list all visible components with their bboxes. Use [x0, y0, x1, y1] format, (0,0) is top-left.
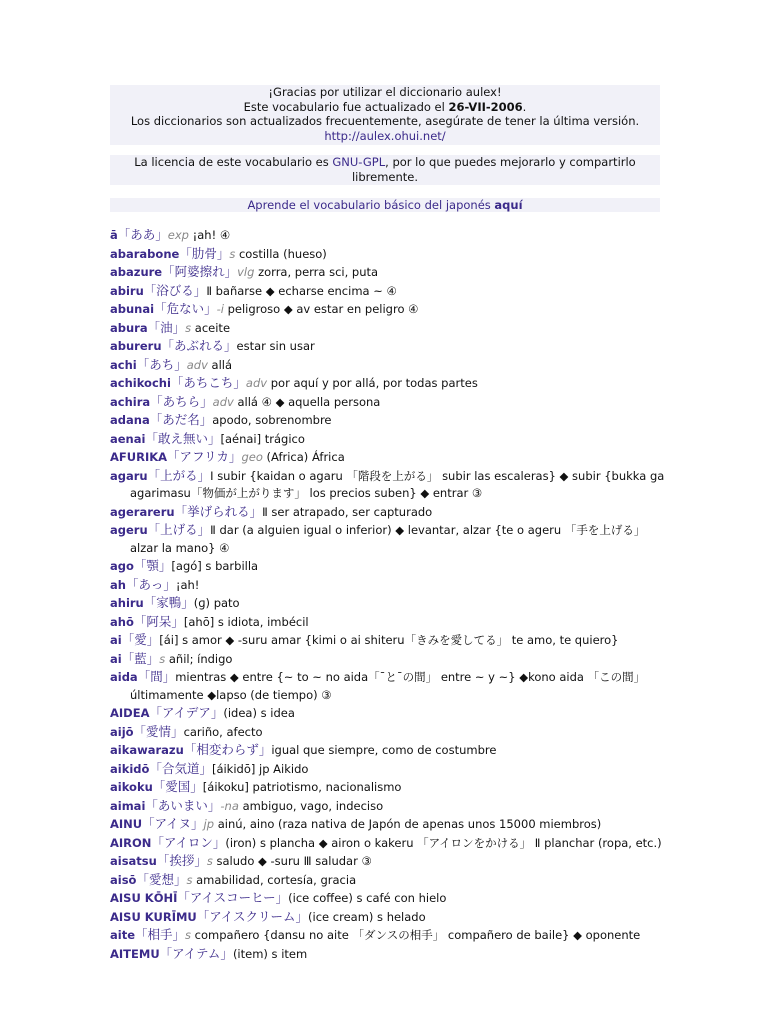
version-line: Los diccionarios son actualizados frecuentemente, asegúrate de tener la última versión.: [130, 114, 640, 128]
entry-grammar: s: [159, 651, 166, 666]
entry-row: [110, 245, 670, 264]
entry-definition: zorra, perra sci, puta: [258, 265, 379, 279]
license-notice: [110, 155, 660, 185]
license-suffix: , por lo que puedes mejorarlo y compartirlo libremente.: [351, 155, 636, 184]
entry-kanji: 「相手」: [135, 927, 186, 942]
entry-kanji: 「顎」: [133, 558, 172, 573]
entry-row: [110, 723, 670, 742]
entry-kanji: 「アイテム」: [159, 945, 233, 961]
entry-kanji: 「油」: [147, 319, 186, 335]
entry-headword[interactable]: ā: [110, 228, 118, 242]
entry-headword[interactable]: abura: [110, 320, 148, 335]
entry-headword[interactable]: AIRON: [110, 835, 152, 850]
entry-kanji: 「阿呆」: [133, 613, 184, 629]
entry-headword[interactable]: aikidō: [110, 761, 150, 776]
entry-definition: compañero {dansu no aite 「ダンスの相手」 compañero de baile} ◆ oponente: [194, 928, 641, 942]
entry-kanji: 「愛」: [121, 632, 160, 647]
entry-headword[interactable]: ahō: [110, 614, 134, 629]
entry-kanji: 「間」: [137, 669, 176, 684]
entry-definition: mientras ◆ entre {~ to ~ no aida「¯と¯の間」 entre ~ y ~} ◆kono aida 「この間」 últimamente ◆lapso (de tiempo) ③: [130, 670, 646, 702]
entry-definition: (idea) s idea: [223, 706, 295, 720]
vocabulary-list: [110, 226, 670, 963]
entry-kanji: 「敢え無い」: [145, 430, 221, 446]
entry-row: [110, 631, 670, 650]
entry-headword[interactable]: aisatsu: [110, 854, 157, 868]
entry-kanji: 「藍」: [121, 650, 160, 666]
entry-grammar: -na: [220, 798, 239, 813]
entry-headword[interactable]: ai: [110, 651, 122, 666]
entry-definition: [ái] s amor ◆ -suru amar {kimi o ai shiteru「きみを愛してる」 te amo, te quiero}: [159, 633, 619, 647]
entry-kanji: 「挙げられる」: [174, 503, 263, 519]
entry-kanji: 「愛国」: [152, 779, 203, 794]
entry-definition: aceite: [194, 320, 231, 335]
entry-headword[interactable]: AIDEA: [110, 706, 150, 720]
entry-kanji: 「アイスクリーム」: [196, 908, 309, 924]
entry-row: [110, 263, 670, 282]
entry-row: [110, 760, 670, 779]
entry-definition: [áikoku] patriotismo, nacionalismo: [202, 780, 402, 794]
entry-definition: (Africa) África: [266, 450, 345, 464]
entry-kanji: 「相変わらず」: [183, 742, 272, 757]
entry-row: [110, 393, 670, 412]
entry-kanji: 「あちこち」: [170, 375, 246, 390]
entry-kanji: 「上がる」: [147, 467, 211, 483]
entry-definition: cariño, afecto: [183, 724, 263, 739]
entry-definition: [áikidō] jp Aikido: [211, 761, 309, 776]
entry-definition: ¡ah!: [175, 577, 200, 592]
entry-row: [110, 815, 670, 834]
entry-headword[interactable]: ahiru: [110, 596, 144, 610]
entry-row: [110, 557, 670, 576]
entry-kanji: 「家鴨」: [143, 595, 194, 610]
entry-grammar: s: [206, 854, 213, 868]
entry-headword[interactable]: agaru: [110, 468, 148, 483]
entry-row: [110, 613, 670, 632]
entry-headword[interactable]: achikochi: [110, 376, 171, 390]
entry-row: [110, 356, 670, 375]
entry-headword[interactable]: aite: [110, 928, 135, 942]
entry-headword[interactable]: ago: [110, 559, 134, 573]
entry-kanji: 「あいまい」: [145, 797, 221, 813]
entry-kanji: 「肋骨」: [179, 245, 230, 261]
entry-headword[interactable]: abunai: [110, 302, 155, 316]
entry-kanji: 「あち」: [136, 356, 187, 372]
updated-date: 26-VII-2006: [448, 99, 523, 114]
entry-headword[interactable]: AFURIKA: [110, 450, 168, 464]
entry-row: [110, 337, 670, 356]
entry-headword[interactable]: achi: [110, 357, 137, 372]
entry-headword[interactable]: AINU: [110, 817, 143, 831]
entry-kanji: 「あちら」: [150, 393, 213, 409]
entry-kanji: 「アイロン」: [151, 834, 226, 850]
entry-row: [110, 300, 670, 319]
learn-link[interactable]: aquí: [494, 198, 523, 212]
entry-kanji: 「アイデア」: [149, 705, 224, 720]
entry-headword[interactable]: abazure: [110, 265, 163, 279]
entry-row: [110, 503, 670, 522]
entry-definition: (item) s item: [232, 946, 308, 961]
entry-row: [110, 226, 670, 245]
entry-definition: (ice coffee) s café con hielo: [288, 891, 447, 905]
entry-grammar: -i: [216, 302, 224, 316]
entry-definition: estar sin usar: [236, 339, 315, 353]
license-prefix: La licencia de este vocabulario es: [134, 155, 333, 169]
entry-row: [110, 852, 670, 871]
entry-definition: costilla (hueso): [238, 246, 327, 261]
entry-definition: (ɡ) pato: [193, 596, 240, 610]
entry-row: [110, 797, 670, 816]
header-notice: [110, 85, 660, 145]
entry-definition: [agó] s barbilla: [171, 559, 259, 573]
entry-headword[interactable]: abiru: [110, 283, 144, 298]
site-link[interactable]: http://aulex.ohui.net/: [324, 128, 446, 143]
entry-headword[interactable]: agerareru: [110, 504, 175, 519]
entry-kanji: 「浴びる」: [143, 282, 207, 298]
entry-kanji: 「ああ」: [117, 227, 168, 242]
entry-kanji: 「アイスコーヒー」: [177, 890, 289, 905]
entry-definition: peligroso ◆ av estar en peligro ④: [227, 302, 419, 316]
entry-kanji: 「合気道」: [149, 760, 212, 776]
entry-headword[interactable]: AITEMU: [110, 946, 160, 961]
entry-kanji: 「愛想」: [136, 871, 187, 887]
entry-grammar: vlg: [237, 265, 255, 279]
entry-row: [110, 704, 670, 723]
entry-definition: saludo ◆ -suru Ⅲ saludar ③: [216, 854, 372, 868]
entry-row: [110, 908, 670, 927]
updated-line: [110, 100, 660, 115]
entry-row: [110, 430, 670, 449]
entry-grammar: s: [185, 928, 192, 942]
entry-row: [110, 467, 670, 503]
entry-definition: (iron) s plancha ◆ airon o kakeru 「アイロンをかける」 Ⅱ planchar (ropa, etc.): [225, 835, 662, 850]
entry-definition: (ice cream) s helado: [308, 909, 426, 924]
entry-headword[interactable]: achira: [110, 394, 151, 409]
entry-definition: ainú, aino (raza nativa de Japón de apenas unos 15000 miembros): [217, 817, 602, 831]
entry-row: [110, 374, 670, 393]
entry-headword[interactable]: aikawarazu: [110, 743, 184, 757]
entry-row: [110, 741, 670, 760]
entry-headword[interactable]: AISU KURĪMU: [110, 909, 197, 924]
entry-definition: ¡ah! ④: [192, 228, 231, 242]
entry-grammar: adv: [186, 357, 208, 372]
entry-headword[interactable]: adana: [110, 413, 150, 427]
entry-definition: por aquí y por allá, por todas partes: [270, 376, 478, 390]
entry-headword[interactable]: AISU KŌHĪ: [110, 891, 178, 905]
entry-kanji: 「愛情」: [133, 723, 184, 739]
entry-headword[interactable]: ah: [110, 577, 126, 592]
entry-row: [110, 411, 670, 430]
entry-row: [110, 926, 670, 945]
entry-grammar: s: [229, 246, 236, 261]
entry-grammar: adv: [245, 376, 268, 390]
entry-headword[interactable]: ai: [110, 633, 122, 647]
entry-definition: ambiguo, vago, indeciso: [242, 798, 384, 813]
entry-headword[interactable]: ageru: [110, 523, 148, 537]
entry-definition: Ⅱ dar (a alguien igual o inferior) ◆ levantar, alzar {te o ageru 「手を上げる」 alzar la mano} ④: [130, 523, 646, 555]
entry-kanji: 「阿婆擦れ」: [162, 264, 238, 279]
entry-row: [110, 834, 670, 853]
entry-kanji: 「アフリカ」: [167, 449, 242, 464]
entry-row: [110, 319, 670, 338]
entry-row: [110, 778, 670, 797]
entry-kanji: 「上げる」: [147, 522, 211, 537]
entry-headword[interactable]: abarabone: [110, 246, 180, 261]
entry-kanji: 「あぶれる」: [161, 338, 237, 353]
entry-row: [110, 282, 670, 301]
entry-grammar: s: [186, 872, 193, 887]
license-link[interactable]: GNU-GPL: [332, 155, 386, 169]
entry-definition: añil; índigo: [168, 651, 233, 666]
entry-definition: Ⅰ subir {kaidan o agaru 「階段を上がる」 subir las escaleras} ◆ subir {bukka ga agarimasu「物価が上がります」 los precios suben} ◆ entrar ③: [130, 468, 665, 500]
entry-headword[interactable]: aijō: [110, 724, 134, 739]
entry-headword[interactable]: abureru: [110, 339, 162, 353]
entry-row: [110, 650, 670, 669]
entry-headword[interactable]: aisō: [110, 872, 137, 887]
entry-grammar: adv: [212, 394, 234, 409]
thanks-line: ¡Gracias por utilizar el diccionario aulex!: [268, 85, 502, 99]
updated-prefix: Este vocabulario fue actualizado el: [243, 99, 449, 114]
entry-grammar: exp: [167, 228, 189, 242]
entry-headword[interactable]: aida: [110, 670, 138, 684]
entry-kanji: 「あだ名」: [149, 412, 213, 427]
entry-definition: Ⅱ bañarse ◆ echarse encima ~ ④: [206, 283, 397, 298]
learn-text: Aprende el vocabulario básico del japonés: [247, 198, 495, 212]
entry-headword[interactable]: aimai: [110, 798, 146, 813]
entry-definition: apodo, sobrenombre: [212, 413, 332, 427]
entry-grammar: geo: [241, 450, 263, 464]
entry-row: [110, 945, 670, 964]
entry-kanji: 「アイヌ」: [142, 816, 204, 831]
entry-row: [110, 871, 670, 890]
entry-kanji: 「挨拶」: [156, 853, 207, 868]
learn-banner: [110, 198, 660, 212]
entry-kanji: 「危ない」: [154, 301, 217, 316]
entry-definition: Ⅱ ser atrapado, ser capturado: [262, 504, 433, 519]
entry-row: [110, 594, 670, 613]
entry-definition: allá: [211, 357, 233, 372]
entry-headword[interactable]: aikoku: [110, 780, 153, 794]
entry-definition: [aénai] trágico: [220, 431, 305, 446]
entry-definition: allá ④ ◆ aquella persona: [237, 394, 381, 409]
entry-row: [110, 889, 670, 908]
entry-grammar: s: [185, 320, 192, 335]
entry-definition: igual que siempre, como de costumbre: [271, 743, 497, 757]
entry-definition: amabilidad, cortesía, gracia: [196, 872, 357, 887]
entry-row: [110, 521, 670, 557]
entry-grammar: jp: [203, 817, 215, 831]
entry-kanji: 「あっ」: [125, 576, 176, 592]
entry-headword[interactable]: aenai: [110, 431, 146, 446]
entry-row: [110, 448, 670, 467]
entry-row: [110, 668, 670, 704]
entry-definition: [ahō] s idiota, imbécil: [183, 614, 309, 629]
updated-suffix: .: [522, 99, 527, 114]
entry-row: [110, 576, 670, 595]
